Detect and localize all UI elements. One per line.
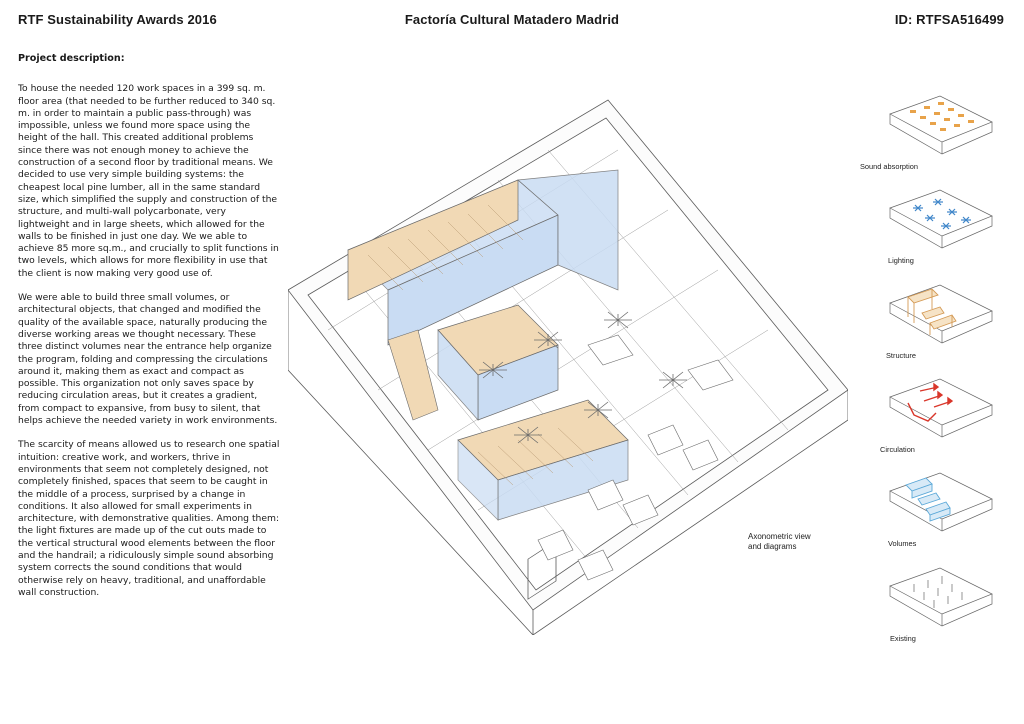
diagram-label-structure: Structure xyxy=(886,351,916,360)
award-title: RTF Sustainability Awards 2016 xyxy=(18,12,217,27)
diagram-label-volumes: Volumes xyxy=(888,539,917,548)
diagram-circulation xyxy=(880,377,1000,454)
description-heading: Project description: xyxy=(18,53,125,64)
axonometric-caption-line-2: and diagrams xyxy=(748,542,797,551)
diagram-structure xyxy=(880,283,1000,360)
project-title: Factoría Cultural Matadero Madrid xyxy=(404,12,620,27)
diagram-sound-absorption xyxy=(860,94,1000,171)
existing-diagram-icon xyxy=(880,566,1000,632)
description-paragraph-1: To house the needed 120 work spaces in a 399 sq. m. floor area (that needed to be further reduced to 340 sq. m. in order to maintain a public pass-through) was impossible, unless we found more space using the height of the hall. This created additional problems since there was not enough money to achieve the construction of a second floor by traditional means. We decided to use very simple building systems: the cheapest local pine lumber, all in the same standard size, which simplified the supply and construction of the structure, and multi-wall polycarbonate, very lightweight and in large sheets, which allowed for the walls to be finished in just one day. We we able to achieve 85 more sq.m., and crucially to split functions in two levels, which allows for more flexibility in use that the client is now making very good use of. xyxy=(18,83,279,279)
lighting-diagram-icon xyxy=(880,188,1000,254)
diagram-label-circulation: Circulation xyxy=(880,445,915,454)
diagram-volumes xyxy=(880,471,1000,548)
diagram-label-existing: Existing xyxy=(890,634,916,643)
description-paragraph-3: The scarcity of means allowed us to research one spatial intuition: creative work, and workers, thrive in environments that seem not completely designed, not completely finished, spaces that seem to be caught in the middle of a process, surprised by a change in conditions. It also allowed for small experiments in architecture, with demonstrative qualities. Among them: the light fixtures are made up of the cut outs made to the vertical structural wood elements between the floor and the handrail; a ridiculously simple sound absorbing system corrects the sound conditions that would otherwise rely on heavy, traditional, and unaffordable wall construction. xyxy=(18,439,280,598)
project-description xyxy=(18,53,280,611)
diagram-lighting xyxy=(880,188,1000,265)
structure-diagram-icon xyxy=(880,283,1000,349)
circulation-diagram-icon xyxy=(880,377,1000,443)
description-paragraph-2: We were able to build three small volumes, or architectural objects, that changed and modified the quality of the available space, naturally producing the diverse working areas we thought necessary. These three distinct volumes near the entrance help organize the program, folding and compressing the circulations around it, making them as exact and compact as possible. This organization not only saves space by reducing circulation areas, but it creates a gradient, from compact to expansive, from busy to silent, that helps achieve the needed variety in work environments. xyxy=(18,292,278,427)
axonometric-caption-line-1: Axonometric view xyxy=(748,532,811,541)
diagram-label-sound-absorption: Sound absorption xyxy=(860,162,918,171)
diagram-existing xyxy=(880,566,1000,643)
axonometric-drawing xyxy=(288,90,848,635)
axonometric-caption xyxy=(748,532,828,552)
project-id: ID: RTFSA516499 xyxy=(894,12,1004,27)
sound-absorption-diagram-icon xyxy=(880,94,1000,160)
volumes-diagram-icon xyxy=(880,471,1000,537)
diagram-label-lighting: Lighting xyxy=(888,256,914,265)
